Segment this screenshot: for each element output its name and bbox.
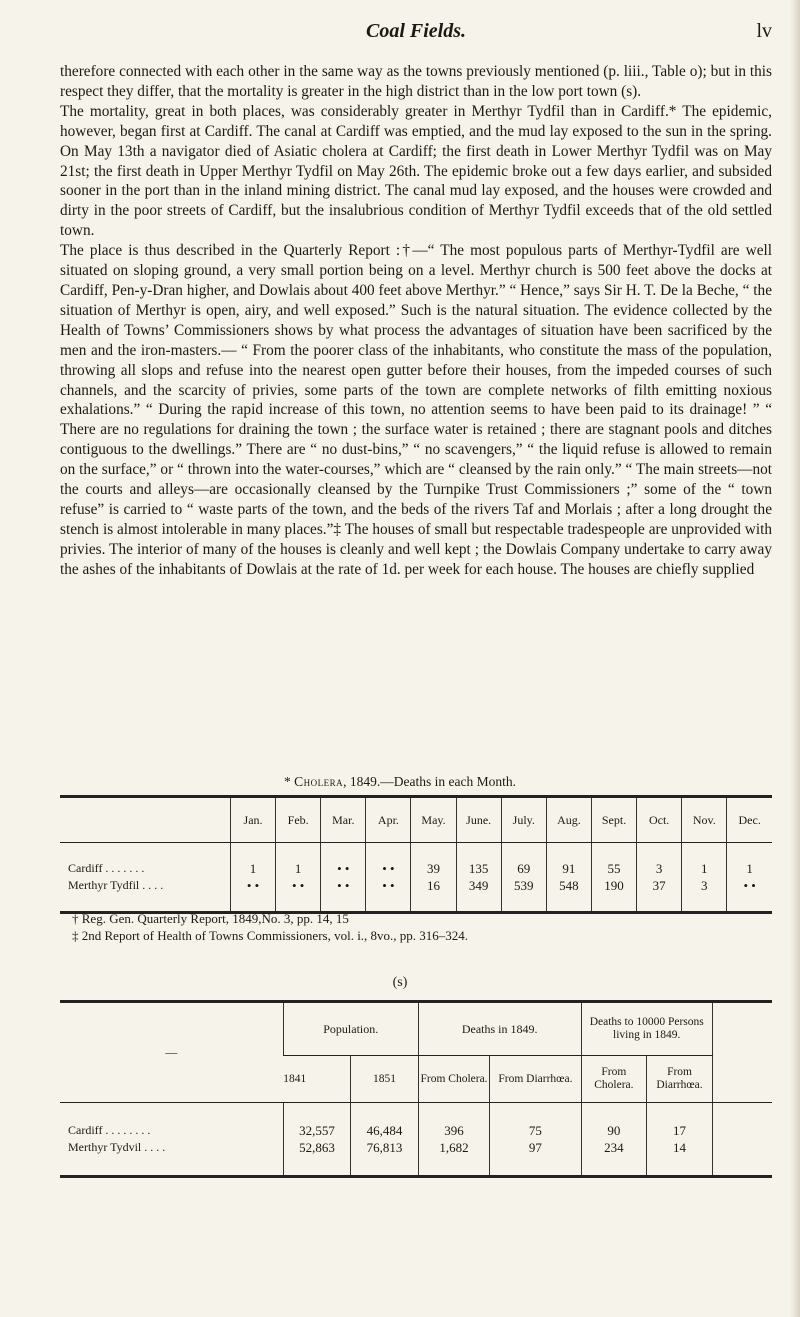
table-trailing-column [712, 1002, 772, 1103]
value-cell: 1 • • [727, 843, 772, 913]
sub-header: From Diarrhœa. [490, 1056, 581, 1103]
value-cell: • • • • [366, 843, 411, 913]
sub-header: From Cholera. [581, 1056, 647, 1103]
place-name: Cardiff . . . . . . . [68, 861, 145, 875]
value-cell: 135 349 [456, 843, 501, 913]
sub-header: 1841 [283, 1056, 351, 1103]
sub-header: From Cholera. [418, 1056, 490, 1103]
month-header: Feb. [276, 797, 321, 843]
month-header: Dec. [727, 797, 772, 843]
table-row [60, 843, 772, 913]
table-row [60, 1103, 772, 1177]
cholera-table-caption [0, 774, 800, 790]
value-cell: 75 97 [490, 1103, 581, 1177]
page-edge-shadow [790, 0, 800, 1317]
month-header: Sept. [591, 797, 636, 843]
value-cell: 396 1,682 [418, 1103, 490, 1177]
value-cell: 69 539 [501, 843, 546, 913]
caption-cholera: Cholera [294, 774, 344, 789]
table-s-label: (s) [392, 975, 408, 990]
place-name: Merthyr Tydvil . . . . [68, 1140, 166, 1154]
place-cell [60, 1103, 283, 1177]
table-header-row [60, 797, 772, 843]
body-text [60, 62, 772, 580]
value-cell: 90 234 [581, 1103, 647, 1177]
value-cell: 1 • • [276, 843, 321, 913]
value-cell: • • • • [321, 843, 366, 913]
table-corner: — [60, 1002, 283, 1103]
month-header: Oct. [637, 797, 682, 843]
value-cell: 17 14 [647, 1103, 713, 1177]
sub-header: From Diarrhœa. [647, 1056, 713, 1103]
month-header: Mar. [321, 797, 366, 843]
place-cell [60, 843, 230, 913]
month-header: Aug. [546, 797, 591, 843]
running-title: Coal Fields. [365, 20, 466, 42]
paragraph: therefore connected with each other in the same way as the towns previously mentioned (p. liii., Table o); but in this respect they differ, that the mortality is greater in the high district than in the low port town (s). [60, 63, 772, 100]
footnote-references [60, 910, 772, 944]
sub-header: 1851 [351, 1056, 419, 1103]
value-cell: 3 37 [637, 843, 682, 913]
footnote-reference: † Reg. Gen. Quarterly Report, 1849,No. 3, pp. 14, 15 [72, 911, 349, 926]
value-cell: 32,557 52,863 [283, 1103, 351, 1177]
footnote-reference: ‡ 2nd Report of Health of Towns Commissioners, vol. i., 8vo., pp. 316–324. [72, 928, 469, 943]
page-header [60, 16, 772, 50]
value-cell: 1 3 [682, 843, 727, 913]
value-cell: 39 16 [411, 843, 456, 913]
month-header: Jan. [230, 797, 275, 843]
paragraph: The place is thus described in the Quarterly Report :†—“ The most populous parts of Merthyr-Tydfil are well situated on sloping ground, a very small portion being on a level. Merthyr church is 500 feet above the docks at Cardiff, Pen-y-Dran higher, and Dowlais about 400 feet above Merthyr.” “ Hence,” says Sir H. T. De la Beche, “ the situation of Merthyr is open, airy, and well exposed.” Such is the natural situation. The evidence collected by the Health of Towns’ Commissioners shows by what process the advantages of situation have been sacrificed by the men and the iron-masters.— “ From the poorer class of the inhabitants, who constitute the mass of the population, throwing all slops and refuse into the nearest open gutter before their houses, from the impeded courses of such channels, and the scarcity of privies, some parts of the town are complete networks of filth emitting noxious exhalations.” “ During the rapid increase of this town, no attention seems to have been paid to its drainage! ” “ There are no regulations for draining the town ; the surface water is retained ; there are stagnant pools and ditches contiguous to the dwellings.” There are “ no dust-bins,” “ no scavengers,” “ the liquid refuse is allowed to remain on the surface,” or “ thrown into the water-courses,” which are “ cleansed by the rain only.” “ The main streets—not the courts and alleys—are occasionally cleansed by the Turnpike Trust Commissioners ;” some of the “ town refuse” is carried to “ waste parts of the town, and the beds of the rivers Taf and Morlais ; after a long drought the stench is almost intolerable in many places.”‡ The houses of small but respectable tradespeople are unprovided with privies. The interior of many of the houses is cleanly and well kept ; the Dowlais Company undertake to carry away the ashes of the inhabitants of Dowlais at the rate of 1d. per week for each house. The houses are chiefly supplied [60, 242, 772, 578]
table-group-header-row [60, 1002, 772, 1056]
trailing-cell [712, 1103, 772, 1177]
month-header: May. [411, 797, 456, 843]
group-header: Deaths in 1849. [418, 1002, 581, 1056]
value-cell: 91 548 [546, 843, 591, 913]
place-name: Merthyr Tydfil . . . . [68, 878, 164, 892]
group-header: Deaths to 10000 Persons living in 1849. [581, 1002, 712, 1056]
month-header: July. [501, 797, 546, 843]
value-cell: 46,484 76,813 [351, 1103, 419, 1177]
value-cell: 55 190 [591, 843, 636, 913]
page-number: lv [756, 20, 772, 42]
population-deaths-table [60, 1000, 772, 1178]
month-header: June. [456, 797, 501, 843]
caption-rest: , 1849.—Deaths in each Month. [343, 774, 516, 789]
month-header: Apr. [366, 797, 411, 843]
value-cell: 1 • • [230, 843, 275, 913]
group-header: Population. [283, 1002, 418, 1056]
table-corner [60, 797, 230, 843]
footnote-marker: * [284, 774, 291, 789]
monthly-deaths-table [60, 795, 772, 914]
month-header: Nov. [682, 797, 727, 843]
paragraph: The mortality, great in both places, was considerably greater in Merthyr Tydfil than in Cardiff.* The epidemic, however, began first at Cardiff. The canal at Cardiff was emptied, and the mud lay exposed to the sun in the spring. On May 13th a navigator died of Asiatic cholera at Cardiff; the first death in Lower Merthyr Tydfil was on May 21st; the first death in Upper Merthyr Tydfil on May 26th. The epidemic broke out a few days earlier, and subsided sooner in the port than in the inland mining district. The canal mud lay exposed, and the houses were crowded and dirty in the poor streets of Cardiff, but the insalubrious condition of Merthyr Tydfil exceeds that of the old settled town. [60, 102, 772, 240]
place-name: Cardiff . . . . . . . . [68, 1123, 151, 1137]
